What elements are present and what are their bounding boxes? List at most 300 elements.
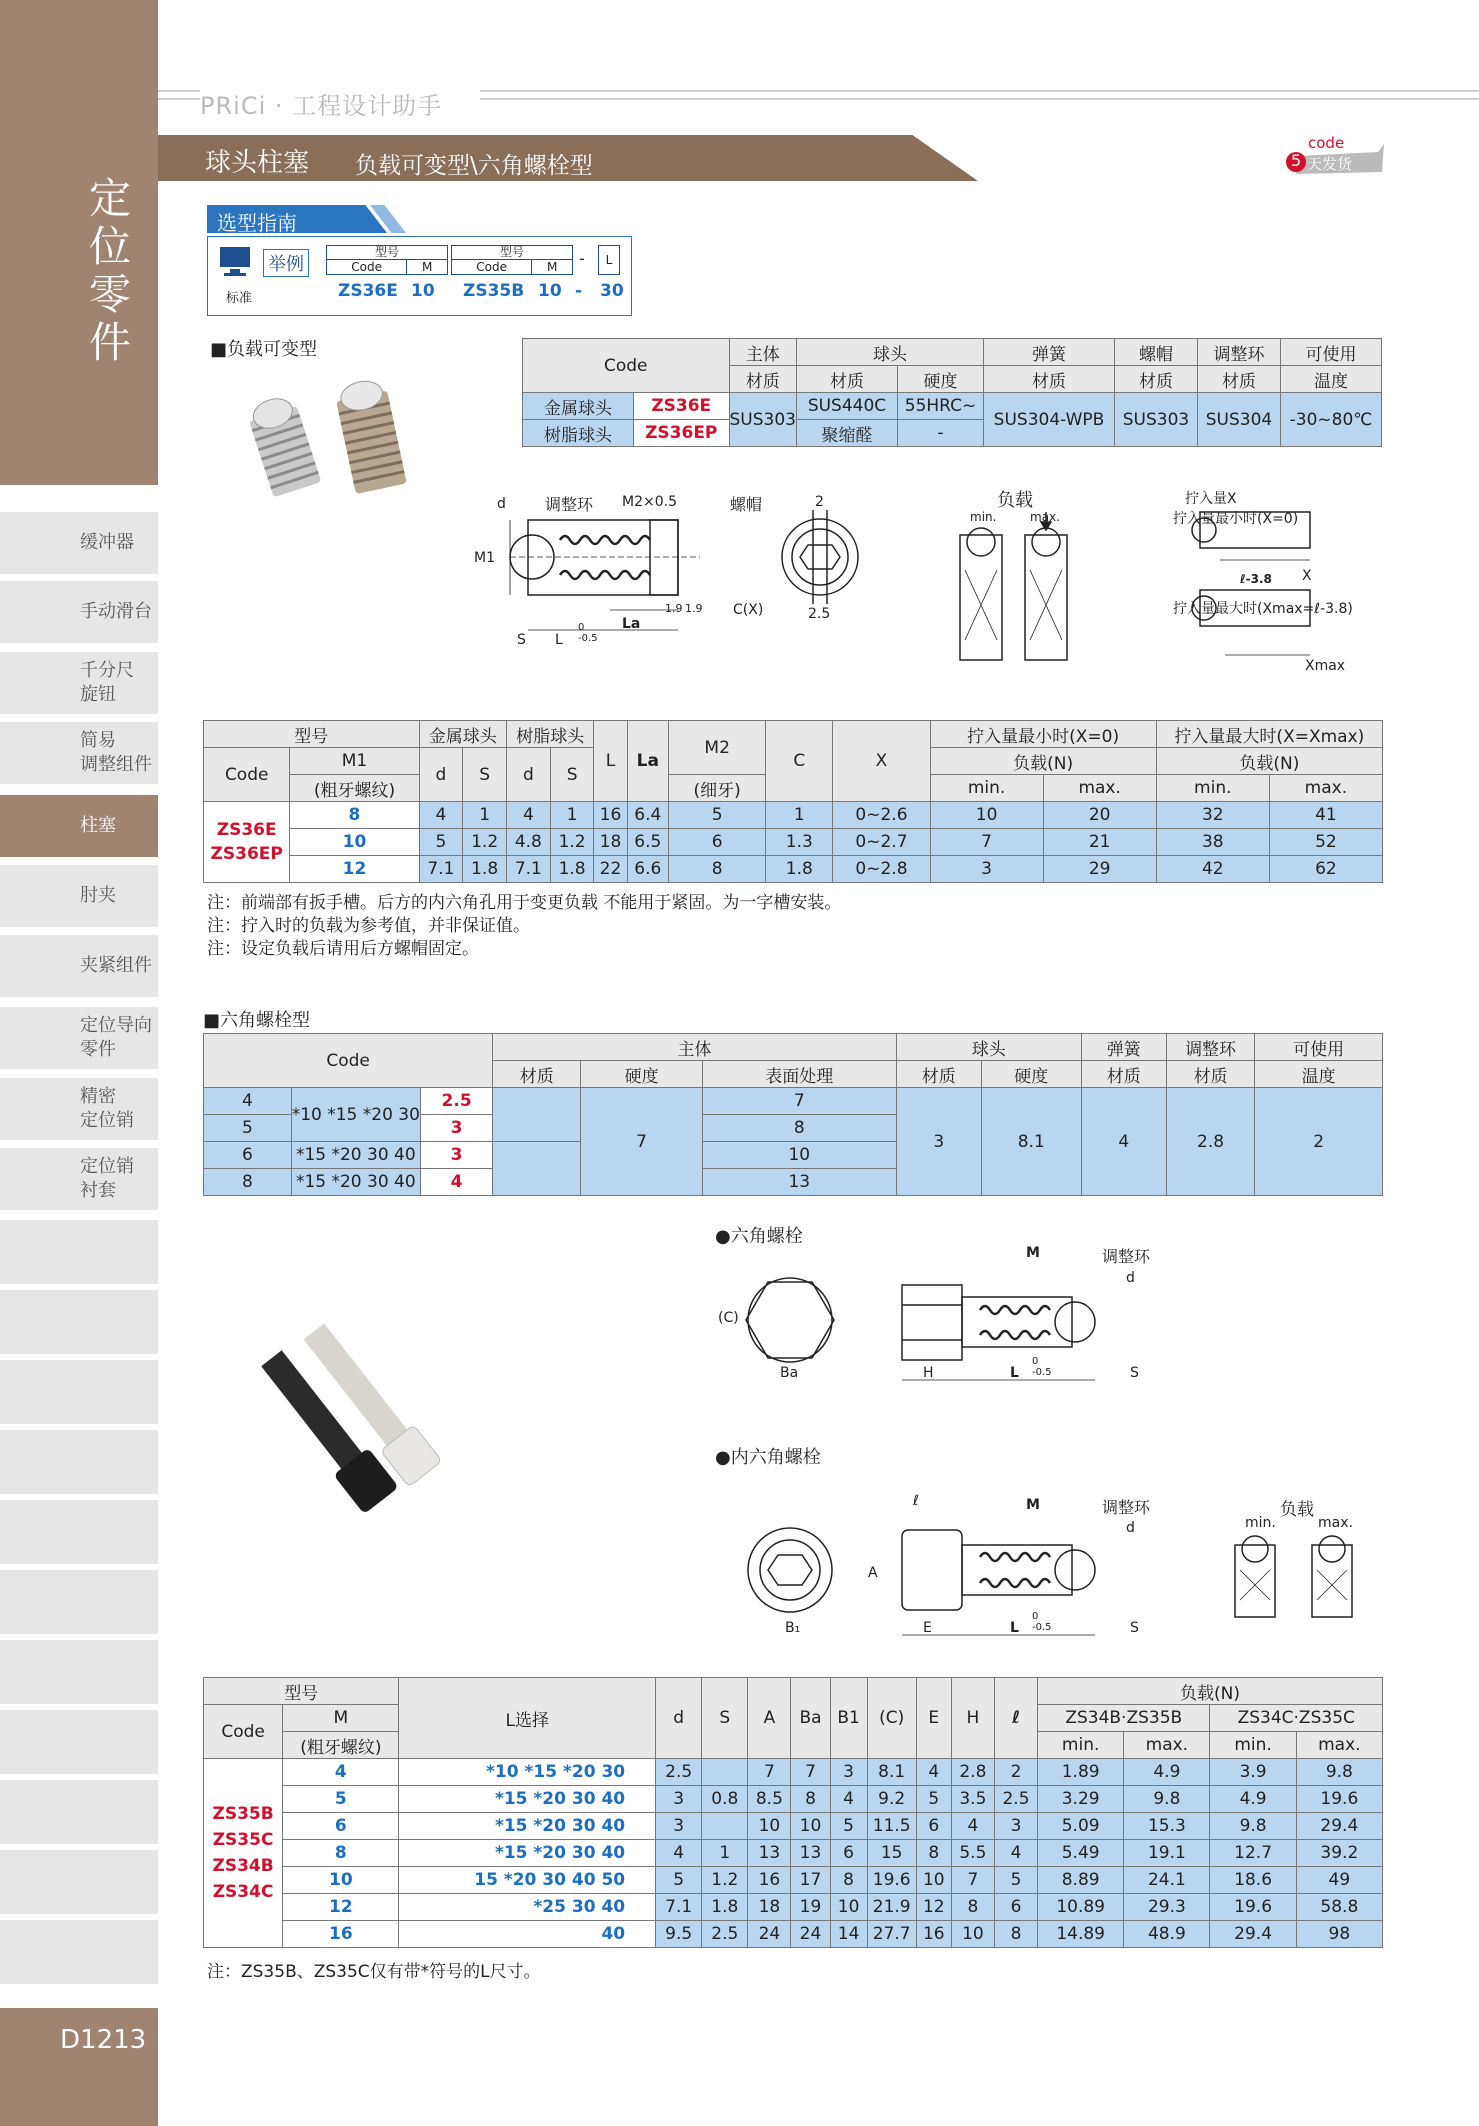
- badge-days: 5: [1291, 151, 1302, 170]
- table-cell: *15 *20 30 40: [399, 1813, 656, 1840]
- table-cell: 4: [830, 1786, 867, 1813]
- table-cell: 2.8: [1166, 1088, 1254, 1196]
- label-x: X: [1302, 568, 1312, 584]
- label-c: (C): [718, 1310, 739, 1326]
- label-2-5: 2.5: [808, 606, 831, 622]
- sidebar-item-adjust-unit[interactable]: 简易 调整组件: [0, 722, 158, 786]
- header-rule: [158, 98, 200, 100]
- table-row: [204, 1759, 1383, 1786]
- sidebar-blank: [0, 1290, 158, 1354]
- sidebar-category-title: 定位零件: [88, 174, 131, 367]
- label-xmax: Xmax: [1305, 658, 1346, 674]
- header-cell: 硬度: [981, 1061, 1081, 1088]
- table-cell: 4: [916, 1759, 951, 1786]
- table-cell: 98: [1296, 1921, 1382, 1948]
- table-cell: [493, 1142, 581, 1196]
- label-m1: M1: [474, 550, 495, 566]
- header-rule: [480, 90, 1479, 92]
- table-cell: 1.3: [766, 829, 833, 856]
- table-cell: 4: [204, 1088, 292, 1115]
- header-cell: 球头: [797, 339, 984, 366]
- table-cell: SUS304: [1198, 393, 1281, 447]
- sidebar-item-clamp-unit[interactable]: 夹紧组件: [0, 935, 158, 999]
- code-cell: 2.5: [420, 1088, 492, 1115]
- header-cell: d: [656, 1678, 702, 1759]
- table-cell: 14: [830, 1921, 867, 1948]
- header-rule: [158, 90, 200, 92]
- table-cell: 2: [1255, 1088, 1383, 1196]
- label-min: min.: [970, 510, 997, 524]
- header-cell: H: [951, 1678, 994, 1759]
- label-max: max.: [1030, 510, 1060, 524]
- table-cell: 8: [830, 1867, 867, 1894]
- table-cell: 1.8: [766, 856, 833, 883]
- plunger-photo: [230, 370, 440, 520]
- table-cell: 6.6: [627, 856, 669, 883]
- header-cell: 表面处理: [702, 1061, 896, 1088]
- code-cell: ZS35B ZS35C ZS34B ZS34C: [204, 1759, 283, 1948]
- sidebar-item-plunger[interactable]: 柱塞: [0, 795, 158, 859]
- table-cell: 3: [896, 1088, 981, 1196]
- table-cell: 8: [702, 1115, 896, 1142]
- sidebar-blank: [0, 1780, 158, 1844]
- header-cell: 负载(N): [930, 748, 1156, 775]
- delivery-badge: [1278, 136, 1388, 180]
- page-subtitle: 负载可变型\六角螺栓型: [355, 153, 593, 179]
- label-la: La: [622, 616, 641, 632]
- table-cell: 8.1: [981, 1088, 1081, 1196]
- table-cell: 3.29: [1038, 1786, 1124, 1813]
- table-cell: [493, 1088, 581, 1142]
- table-cell: 5: [283, 1786, 399, 1813]
- code-cell: 3: [420, 1115, 492, 1142]
- header-cell: S: [550, 748, 594, 802]
- table-cell: 19: [791, 1894, 830, 1921]
- table-cell: 7.1: [506, 856, 550, 883]
- table-cell: 3.9: [1210, 1759, 1296, 1786]
- table-cell: 8: [669, 856, 766, 883]
- table-cell: 金属球头: [523, 393, 634, 420]
- note: 注：前端部有扳手槽。后方的内六角孔用于变更负载 不能用于紧固。为一字槽安装。: [207, 893, 842, 913]
- table-cell: 7: [930, 829, 1043, 856]
- table-cell: 6: [994, 1894, 1037, 1921]
- label-nut: 螺帽: [730, 495, 763, 514]
- table-cell: 24: [791, 1921, 830, 1948]
- table-cell: 20: [1043, 802, 1156, 829]
- table-cell: 0~2.8: [833, 856, 930, 883]
- table-cell: 19.1: [1124, 1840, 1210, 1867]
- table-cell: 16: [748, 1867, 791, 1894]
- header-cell: M1: [290, 748, 419, 775]
- table-cell: 8: [994, 1921, 1037, 1948]
- header-cell: M2: [669, 721, 766, 775]
- table-cell: 18.6: [1210, 1867, 1296, 1894]
- header-cell: L: [594, 721, 627, 802]
- header-cell: 材质: [493, 1061, 581, 1088]
- table-cell: 4: [1081, 1088, 1166, 1196]
- header-cell: A: [748, 1678, 791, 1759]
- table-cell: 10: [951, 1921, 994, 1948]
- header-cell: max.: [1269, 775, 1382, 802]
- header-cell: La: [627, 721, 669, 802]
- header-cell: 拧入量最小时(X=0): [930, 721, 1156, 748]
- header-cell: 树脂球头: [506, 721, 593, 748]
- table-cell: 10: [930, 802, 1043, 829]
- table-cell: 5: [830, 1813, 867, 1840]
- table-cell: 7: [702, 1088, 896, 1115]
- header-cell: Code: [204, 1705, 283, 1759]
- header-cell: Code: [523, 339, 730, 393]
- label-ba: Ba: [780, 1365, 799, 1381]
- table-cell: SUS304-WPB: [984, 393, 1115, 447]
- table-cell: 15: [867, 1840, 916, 1867]
- material-table-2: [203, 1033, 1383, 1196]
- table-cell: 24: [748, 1921, 791, 1948]
- label-cx: C(X): [733, 602, 764, 618]
- bolt-drawing: [700, 1245, 1380, 1645]
- table-cell: 10.89: [1038, 1894, 1124, 1921]
- table-row: [204, 1813, 1383, 1840]
- table-cell: 1.2: [702, 1867, 748, 1894]
- label-adjust-ring: 调整环: [1102, 1247, 1151, 1266]
- header-cell: 调整环: [1198, 339, 1281, 366]
- standard-label: 标准: [226, 291, 253, 306]
- label-screw-max: 拧入量最大时(Xmax=ℓ-3.8): [1173, 601, 1353, 617]
- table-cell: 4: [283, 1759, 399, 1786]
- table-row: [204, 1867, 1383, 1894]
- table-cell: 29: [1043, 856, 1156, 883]
- table-cell: 16: [916, 1921, 951, 1948]
- code-cell: ZS36E ZS36EP: [204, 802, 290, 883]
- table-cell: 40: [399, 1921, 656, 1948]
- table-cell: 17: [791, 1867, 830, 1894]
- header-cell: 可使用: [1281, 339, 1382, 366]
- table-cell: 4: [994, 1840, 1037, 1867]
- table-cell: 8: [283, 1840, 399, 1867]
- label-a: A: [868, 1565, 878, 1581]
- label-ell: ℓ: [913, 1493, 919, 1509]
- hex-bolt-label: ●六角螺栓: [715, 1226, 803, 1247]
- label-min: min.: [1245, 1515, 1276, 1531]
- table-cell: 1.8: [702, 1894, 748, 1921]
- table-cell: 48.9: [1124, 1921, 1210, 1948]
- label-b1: B₁: [785, 1620, 801, 1636]
- header-cell: d: [419, 748, 463, 802]
- table-cell: 12: [916, 1894, 951, 1921]
- label-s: S: [517, 632, 526, 648]
- sidebar-blank: [0, 1570, 158, 1634]
- table-cell: 9.8: [1296, 1759, 1382, 1786]
- label-adjust-ring: 调整环: [1102, 1498, 1151, 1517]
- example1-code: ZS36E: [338, 281, 398, 301]
- table-cell: 1.89: [1038, 1759, 1124, 1786]
- table-cell: 1: [550, 802, 594, 829]
- table-cell: 8.1: [867, 1759, 916, 1786]
- label-s: S: [1130, 1365, 1139, 1381]
- table-cell: 1.8: [550, 856, 594, 883]
- sidebar: [0, 0, 158, 2126]
- table-cell: 29.4: [1296, 1813, 1382, 1840]
- label-screw-x: 拧入量X: [1185, 491, 1237, 507]
- header-cell: 弹簧: [984, 339, 1115, 366]
- label-l: L: [1010, 1365, 1019, 1381]
- note: 注：ZS35B、ZS35C仅有带*符号的L尺寸。: [207, 1962, 541, 1982]
- example-label: 举例: [263, 249, 309, 277]
- table-cell: 7: [581, 1088, 703, 1196]
- socket-bolt-label: ●内六角螺栓: [715, 1447, 821, 1468]
- table-cell: 4.9: [1124, 1759, 1210, 1786]
- header-cell: S: [702, 1678, 748, 1759]
- sidebar-item-toggle-clamp[interactable]: 肘夹: [0, 865, 158, 929]
- header-cell: E: [916, 1678, 951, 1759]
- table-cell: 10: [702, 1142, 896, 1169]
- label-screw-min: 拧入量最小时(X=0): [1173, 511, 1299, 527]
- table-cell: 58.8: [1296, 1894, 1382, 1921]
- table-cell: 19.6: [867, 1867, 916, 1894]
- monitor-icon: [218, 245, 254, 277]
- header-cell: 螺帽: [1115, 339, 1198, 366]
- table-cell: 9.2: [867, 1786, 916, 1813]
- example2-code: ZS35B: [463, 281, 525, 301]
- table-cell: 3: [656, 1813, 702, 1840]
- header-cell: S: [463, 748, 507, 802]
- sidebar-item-guide-parts[interactable]: 定位导向 零件: [0, 1007, 158, 1071]
- header-cell: M: [283, 1705, 399, 1732]
- table-cell: [702, 1813, 748, 1840]
- page-number: D1213: [60, 2025, 147, 2055]
- table-cell: 13: [702, 1169, 896, 1196]
- header-cell: min.: [1210, 1732, 1296, 1759]
- code-cell: ZS36E: [634, 393, 730, 420]
- table-cell: 6.4: [627, 802, 669, 829]
- table-cell: 10: [916, 1867, 951, 1894]
- page-title: 球头柱塞: [205, 148, 310, 178]
- bolt-photo: [215, 1315, 475, 1515]
- example1-box: 型号 Code M: [326, 245, 448, 275]
- header-cell: ℓ: [994, 1678, 1037, 1759]
- table-cell: 29.3: [1124, 1894, 1210, 1921]
- sidebar-blank: [0, 1850, 158, 1914]
- example1-m: 10: [411, 281, 435, 301]
- dash: -: [575, 281, 583, 301]
- table-cell: 4: [656, 1840, 702, 1867]
- table-cell: -: [898, 420, 984, 447]
- table-cell: 聚缩醛: [797, 420, 898, 447]
- code-cell: ZS36EP: [634, 420, 730, 447]
- label-d: d: [1126, 1520, 1135, 1536]
- table-cell: 8.89: [1038, 1867, 1124, 1894]
- table-cell: 9.8: [1124, 1786, 1210, 1813]
- header-cell: 负载(N): [1038, 1678, 1383, 1705]
- label-2: 2: [815, 494, 824, 510]
- table-cell: 10: [748, 1813, 791, 1840]
- header-cell: 材质: [729, 366, 796, 393]
- label-h: H: [923, 1365, 934, 1381]
- header-cell: min.: [1156, 775, 1269, 802]
- table-cell: 52: [1269, 829, 1382, 856]
- table-cell: 9.5: [656, 1921, 702, 1948]
- table-cell: 7.1: [419, 856, 463, 883]
- table-cell: 13: [791, 1840, 830, 1867]
- header-cell: L选择: [399, 1678, 656, 1759]
- header-cell: 硬度: [581, 1061, 703, 1088]
- label-m: M: [1026, 1245, 1040, 1261]
- table-cell: 12.7: [1210, 1840, 1296, 1867]
- table-cell: 6: [916, 1813, 951, 1840]
- table-cell: -30~80℃: [1281, 393, 1382, 447]
- note: 注：设定负载后请用后方螺帽固定。: [207, 939, 479, 959]
- header-cell: B1: [830, 1678, 867, 1759]
- header-cell: 硬度: [898, 366, 984, 393]
- table-cell: 0.8: [702, 1786, 748, 1813]
- brand-title: PRiCi · 工程设计助手: [200, 92, 443, 120]
- table-cell: 19.6: [1210, 1894, 1296, 1921]
- header-cell: 主体: [493, 1034, 896, 1061]
- header-cell: max.: [1124, 1732, 1210, 1759]
- table-cell: 49: [1296, 1867, 1382, 1894]
- label-load: 负载: [997, 490, 1033, 511]
- table-cell: 13: [748, 1840, 791, 1867]
- example2-m: 10: [538, 281, 562, 301]
- table-cell: 9.8: [1210, 1813, 1296, 1840]
- header-cell: 材质: [1166, 1061, 1254, 1088]
- table-cell: 22: [594, 856, 627, 883]
- label-d: d: [1126, 1270, 1135, 1286]
- table-cell: *10 *15 *20 30: [399, 1759, 656, 1786]
- table-cell: 32: [1156, 802, 1269, 829]
- table-cell: 6: [204, 1142, 292, 1169]
- table-row: [204, 1921, 1383, 1948]
- table-cell: 1.2: [463, 829, 507, 856]
- header-cell: ZS34B·ZS35B: [1038, 1705, 1210, 1732]
- table-cell: [702, 1759, 748, 1786]
- table-cell: 41: [1269, 802, 1382, 829]
- header-cell: 材质: [984, 366, 1115, 393]
- table-row: [204, 1840, 1383, 1867]
- table-cell: 24.1: [1124, 1867, 1210, 1894]
- table-cell: 8: [916, 1840, 951, 1867]
- example2-l: 30: [600, 281, 624, 301]
- material-table-1: [522, 338, 1382, 447]
- sidebar-item-manual-slide[interactable]: 手动滑台: [0, 581, 158, 645]
- table-cell: 7: [791, 1759, 830, 1786]
- header-cell: ZS34C·ZS35C: [1210, 1705, 1383, 1732]
- badge-text: 天发货: [1307, 155, 1353, 173]
- sidebar-blank: [0, 1430, 158, 1494]
- table-cell: 7: [748, 1759, 791, 1786]
- header-cell: 型号: [204, 721, 420, 748]
- size-table-1: [203, 720, 1383, 883]
- table-cell: 15 *20 30 40 50: [399, 1867, 656, 1894]
- sidebar-blank: [0, 1640, 158, 1704]
- table-cell: 5.5: [951, 1840, 994, 1867]
- table-cell: 8: [204, 1169, 292, 1196]
- dash: -: [579, 249, 585, 268]
- header-cell: 材质: [1081, 1061, 1166, 1088]
- table-cell: 2.5: [994, 1786, 1037, 1813]
- table-cell: 12: [290, 856, 419, 883]
- table-cell: SUS440C: [797, 393, 898, 420]
- sidebar-blank: [0, 1920, 158, 1984]
- table-cell: 10: [283, 1867, 399, 1894]
- section1-title: ■负载可变型: [210, 339, 318, 360]
- label-tolerance: 0 -0.5: [1032, 1356, 1052, 1378]
- table-cell: 6.5: [627, 829, 669, 856]
- table-cell: 3: [994, 1813, 1037, 1840]
- table-cell: 29.4: [1210, 1921, 1296, 1948]
- sidebar-item-micrometer[interactable]: 千分尺 旋钮: [0, 652, 158, 716]
- table-cell: 6: [669, 829, 766, 856]
- guide-title: 选型指南: [217, 211, 297, 235]
- header-cell: 可使用: [1255, 1034, 1383, 1061]
- table-cell: 1.2: [550, 829, 594, 856]
- table-cell: *15 *20 30 40: [291, 1169, 420, 1196]
- table-cell: 18: [748, 1894, 791, 1921]
- table-cell: 0~2.7: [833, 829, 930, 856]
- table-cell: 3: [656, 1786, 702, 1813]
- header-cell: 金属球头: [419, 721, 506, 748]
- header-cell: 温度: [1255, 1061, 1383, 1088]
- table-cell: 7: [951, 1867, 994, 1894]
- table-cell: 8.5: [748, 1786, 791, 1813]
- header-rule: [480, 98, 1479, 100]
- table-cell: *15 *20 30 40: [291, 1142, 420, 1169]
- header-cell: 球头: [896, 1034, 1081, 1061]
- label-1-9: 1.9: [685, 602, 703, 615]
- table-cell: 5: [994, 1867, 1037, 1894]
- table-cell: 11.5: [867, 1813, 916, 1840]
- label-e: E: [923, 1620, 932, 1636]
- table-cell: 62: [1269, 856, 1382, 883]
- header-cell: 材质: [896, 1061, 981, 1088]
- header-cell: 调整环: [1166, 1034, 1254, 1061]
- table-cell: 18: [594, 829, 627, 856]
- table-cell: 树脂球头: [523, 420, 634, 447]
- label-s: S: [1130, 1620, 1139, 1636]
- sidebar-blank: [0, 1500, 158, 1564]
- sidebar-item-precision-pin[interactable]: 精密 定位销: [0, 1078, 158, 1142]
- label-adjust-ring: 调整环: [545, 495, 594, 514]
- header-cell: max.: [1296, 1732, 1382, 1759]
- table-cell: 5.49: [1038, 1840, 1124, 1867]
- header-cell: min.: [1038, 1732, 1124, 1759]
- header-cell: 材质: [1115, 366, 1198, 393]
- table-cell: 1: [766, 802, 833, 829]
- header-cell: Code: [204, 1034, 493, 1088]
- table-cell: 8: [951, 1894, 994, 1921]
- note: 注：拧入时的负载为参考值，并非保证值。: [207, 916, 530, 936]
- table-cell: 16: [594, 802, 627, 829]
- sidebar-item-buffer[interactable]: 缓冲器: [0, 512, 158, 576]
- table-cell: 2.5: [656, 1759, 702, 1786]
- header-cell: (粗牙螺纹): [283, 1732, 399, 1759]
- table-cell: 4.9: [1210, 1786, 1296, 1813]
- label-1-9: 1.9: [665, 602, 683, 615]
- table-cell: 5: [916, 1786, 951, 1813]
- label-l: L: [555, 632, 563, 648]
- section2-title: ■六角螺栓型: [203, 1010, 311, 1031]
- header-cell: Ba: [791, 1678, 830, 1759]
- label-d: d: [497, 496, 506, 512]
- header-cell: (细牙): [669, 775, 766, 802]
- table-cell: 8: [290, 802, 419, 829]
- guide-box: [207, 236, 632, 316]
- header-cell: (粗牙螺纹): [290, 775, 419, 802]
- table-cell: SUS303: [1115, 393, 1198, 447]
- table-cell: *10 *15 *20 30: [291, 1088, 420, 1142]
- table-cell: 1: [702, 1840, 748, 1867]
- sidebar-item-pin-bushing[interactable]: 定位销 衬套: [0, 1148, 158, 1212]
